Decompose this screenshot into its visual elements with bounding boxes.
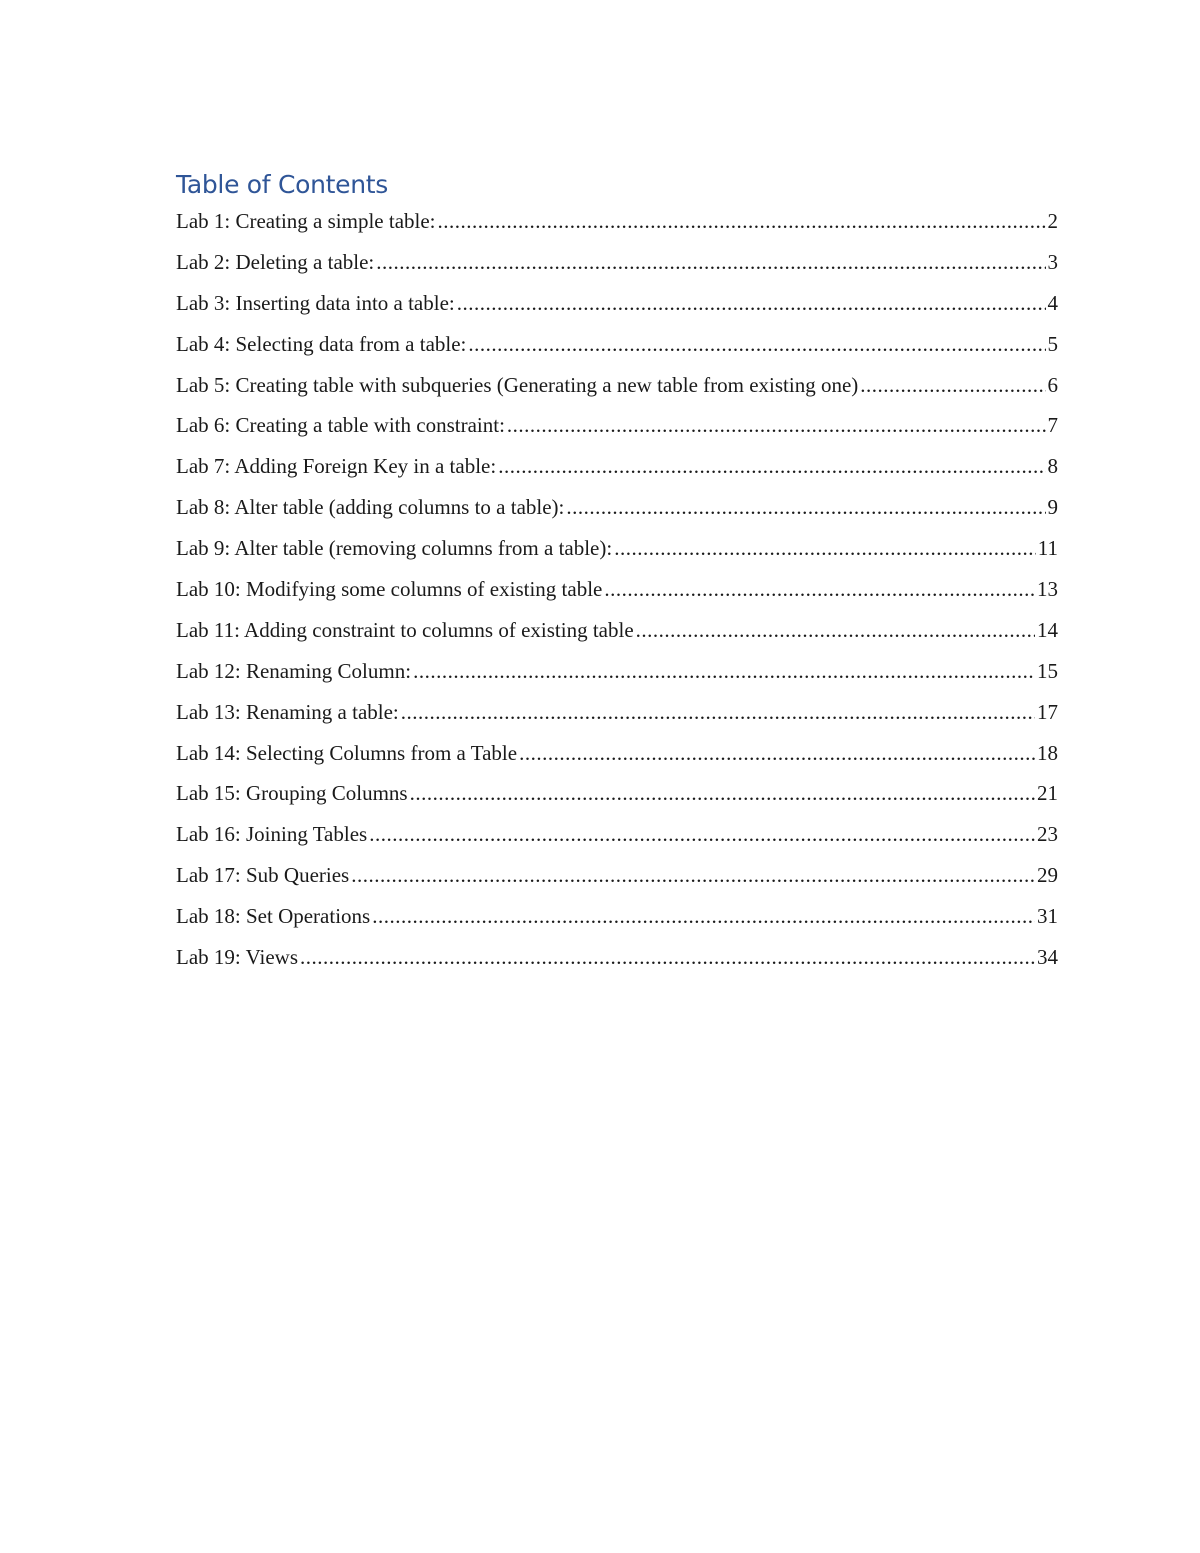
toc-dot-leader: [604, 572, 1035, 606]
toc-entry-lab-19[interactable]: [176, 940, 1058, 981]
toc-entry-page: 8: [1047, 454, 1058, 479]
toc-entry-page: 9: [1047, 495, 1058, 520]
toc-entry-label: Lab 10: Modifying some columns of existing table: [176, 577, 603, 602]
toc-entry-label: Lab 9: Alter table (removing columns from a table):: [176, 536, 613, 561]
toc-entry-page: 31: [1037, 904, 1058, 929]
toc-entry-label: Lab 5: Creating table with subqueries (Generating a new table from existing one): [176, 372, 859, 397]
toc-entry-label: Lab 7: Adding Foreign Key in a table:: [176, 454, 497, 479]
toc-entry-label: Lab 17: Sub Queries: [176, 863, 350, 888]
toc-entry-lab-15[interactable]: [176, 776, 1058, 817]
toc-entry-page: 2: [1047, 209, 1058, 233]
toc-dot-leader: [507, 408, 1046, 442]
toc-entry-page: 14: [1037, 617, 1058, 642]
toc-entry-page: 5: [1047, 331, 1058, 356]
toc-dot-leader: [376, 245, 1045, 279]
toc-dot-leader: [614, 531, 1036, 565]
toc-dot-leader: [468, 327, 1045, 361]
toc-dot-leader: [401, 695, 1035, 729]
toc-entry-label: Lab 4: Selecting data from a table:: [176, 331, 467, 356]
table-of-contents: [176, 166, 1058, 981]
toc-entry-label: Lab 14: Selecting Columns from a Table: [176, 740, 518, 765]
toc-entry-lab-9[interactable]: [176, 531, 1058, 572]
toc-entry-lab-2[interactable]: [176, 245, 1058, 286]
toc-entry-lab-14[interactable]: [176, 736, 1058, 777]
toc-entry-label: Lab 18: Set Operations: [176, 904, 371, 929]
toc-entry-page: 17: [1037, 699, 1058, 724]
toc-entry-label: Lab 1: Creating a simple table:: [176, 209, 436, 233]
toc-entry-lab-6[interactable]: [176, 408, 1058, 449]
toc-dot-leader: [372, 899, 1035, 933]
toc-entry-page: 3: [1047, 249, 1058, 274]
toc-entry-lab-5[interactable]: [176, 368, 1058, 409]
toc-entry-page: 7: [1047, 413, 1058, 438]
toc-entry-lab-3[interactable]: [176, 286, 1058, 327]
toc-entry-page: 23: [1037, 822, 1058, 847]
toc-dot-leader: [636, 613, 1035, 647]
toc-entry-label: Lab 19: Views: [176, 945, 299, 970]
toc-dot-leader: [351, 858, 1035, 892]
toc-dot-leader: [410, 776, 1035, 810]
toc-entry-label: Lab 2: Deleting a table:: [176, 249, 375, 274]
toc-entry-page: 11: [1037, 536, 1058, 561]
toc-entry-lab-12[interactable]: [176, 654, 1058, 695]
toc-dot-leader: [369, 817, 1035, 851]
toc-entry-page: 15: [1037, 658, 1058, 683]
toc-entry-label: Lab 13: Renaming a table:: [176, 699, 399, 724]
toc-entry-lab-7[interactable]: [176, 449, 1058, 490]
toc-entry-page: 21: [1037, 781, 1058, 806]
toc-entry-lab-8[interactable]: [176, 490, 1058, 531]
toc-entry-lab-11[interactable]: [176, 613, 1058, 654]
toc-entry-label: Lab 6: Creating a table with constraint:: [176, 413, 505, 438]
toc-entry-lab-13[interactable]: [176, 695, 1058, 736]
toc-dot-leader: [457, 286, 1046, 320]
toc-entry-page: 13: [1037, 577, 1058, 602]
toc-entry-label: Lab 3: Inserting data into a table:: [176, 290, 455, 315]
toc-entry-lab-17[interactable]: [176, 858, 1058, 899]
toc-entry-lab-4[interactable]: [176, 327, 1058, 368]
toc-dot-leader: [519, 736, 1035, 770]
toc-entry-page: 29: [1037, 863, 1058, 888]
toc-dot-leader: [438, 204, 1046, 238]
toc-entry-page: 18: [1037, 740, 1058, 765]
toc-entry-lab-10[interactable]: [176, 572, 1058, 613]
toc-list: [176, 204, 1058, 981]
toc-entry-label: Lab 15: Grouping Columns: [176, 781, 408, 806]
toc-entry-lab-1[interactable]: [176, 204, 1058, 245]
toc-entry-label: Lab 8: Alter table (adding columns to a table):: [176, 495, 565, 520]
toc-dot-leader: [566, 490, 1045, 524]
toc-entry-label: Lab 12: Renaming Column:: [176, 658, 412, 683]
toc-entry-lab-18[interactable]: [176, 899, 1058, 940]
toc-entry-label: Lab 11: Adding constraint to columns of existing table: [176, 617, 634, 642]
toc-dot-leader: [498, 449, 1045, 483]
toc-entry-page: 4: [1047, 290, 1058, 315]
toc-entry-lab-16[interactable]: [176, 817, 1058, 858]
toc-entry-page: 6: [1047, 372, 1058, 397]
toc-title: Table of Contents: [176, 170, 388, 199]
toc-dot-leader: [860, 368, 1045, 402]
toc-entry-label: Lab 16: Joining Tables: [176, 822, 368, 847]
toc-dot-leader: [413, 654, 1035, 688]
toc-dot-leader: [300, 940, 1035, 974]
toc-entry-page: 34: [1037, 945, 1058, 970]
